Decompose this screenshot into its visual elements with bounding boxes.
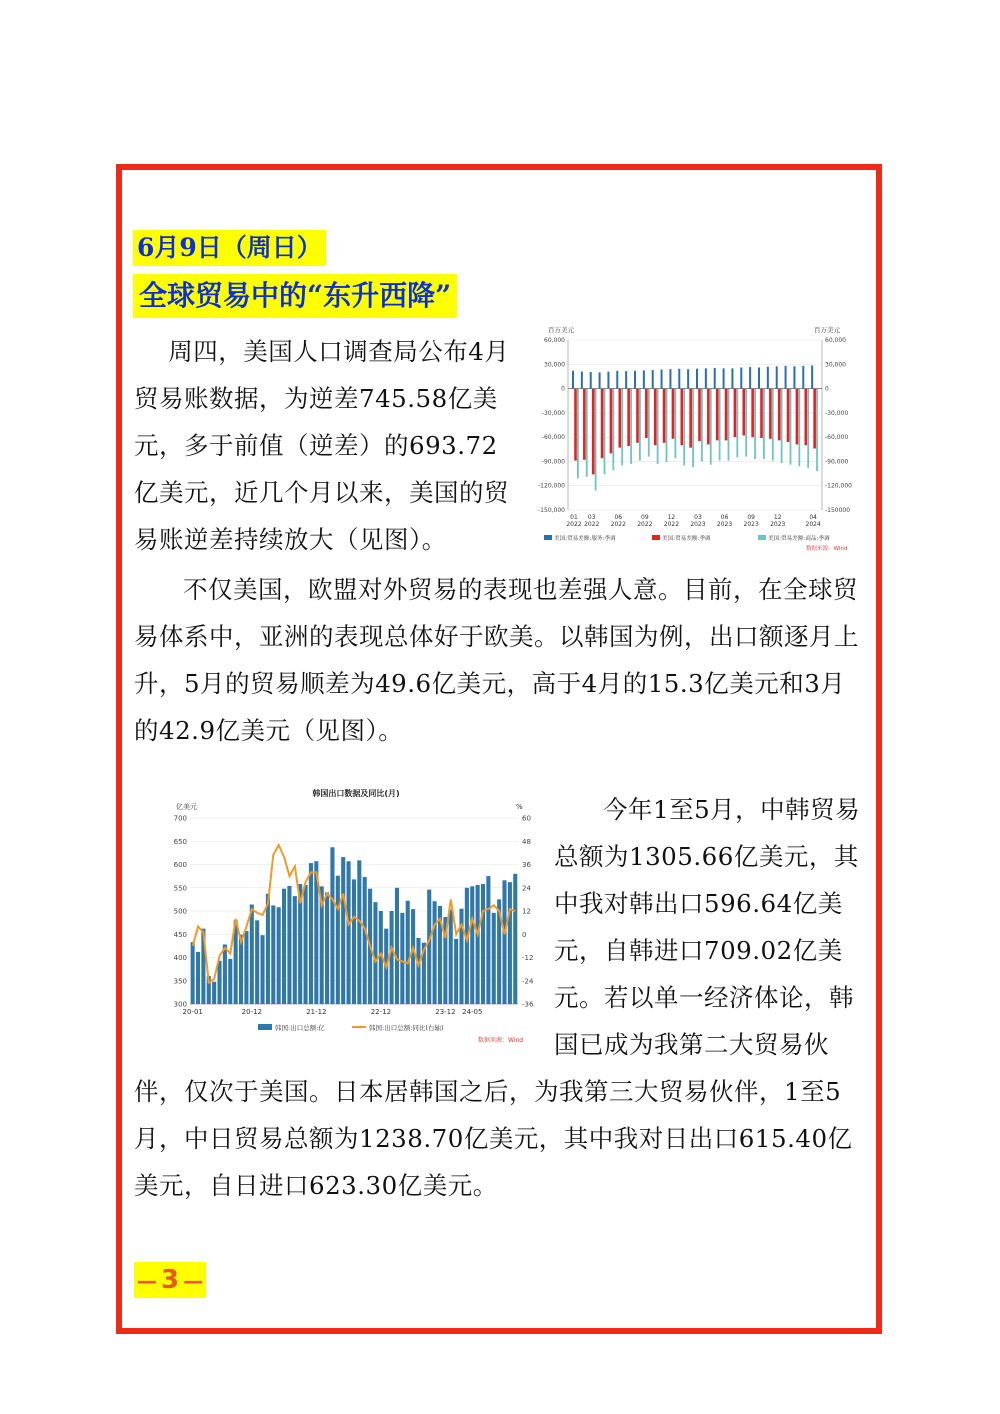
bar-goods: [683, 389, 685, 466]
bar-total: [725, 389, 728, 441]
export-bar: [449, 910, 453, 1004]
y-tick-label-right: -36: [522, 1000, 534, 1009]
bar-goods: [621, 389, 623, 466]
bar-goods: [745, 389, 747, 457]
right-axis-unit: %: [516, 803, 523, 811]
paragraph-2: 不仅美国，欧盟对外贸易的表现也差强人意。目前，在全球贸易体系中，亚洲的表现总体好于欧美。以韩国为例，出口额逐月上升，5月的贸易顺差为49.6亿美元，高于4月的15.3亿美元和3月的42.9亿美元（见图）。: [134, 575, 859, 745]
export-bar: [390, 911, 394, 1004]
x-tick-year: 2022: [584, 521, 600, 528]
export-bar: [196, 952, 200, 1004]
bar-goods: [701, 389, 703, 462]
bar-total: [627, 389, 630, 446]
bar-total: [787, 389, 790, 442]
bar-goods: [630, 389, 632, 464]
export-bar: [266, 894, 270, 1004]
x-tick-year: 2022: [566, 521, 582, 528]
y-tick-label: 300: [173, 1000, 187, 1009]
legend-label: 美国:贸易差额:服务:季调: [554, 536, 616, 542]
y-tick-label-right: -60,000: [825, 434, 849, 442]
x-tick-label: 20-01: [182, 1008, 203, 1016]
y-tick-label-right: -12: [522, 954, 534, 962]
bar-services: [802, 366, 804, 389]
export-bar: [261, 935, 265, 1004]
bar-total: [751, 389, 754, 438]
y-tick-label-right: 30,000: [825, 361, 846, 369]
bar-total: [760, 389, 763, 438]
export-bar: [373, 902, 377, 1004]
korea-exports-chart: [166, 782, 546, 1052]
bar-services: [616, 371, 618, 389]
export-bar: [433, 901, 437, 1004]
bar-goods: [798, 389, 800, 467]
bar-total: [707, 389, 710, 445]
legend-swatch: [544, 535, 552, 540]
legend-label-bar: 韩国:出口总额:亿: [275, 1024, 325, 1032]
bar-services: [669, 369, 671, 388]
legend-swatch-bar: [258, 1024, 272, 1030]
y-tick-label-right: 48: [522, 837, 531, 846]
bar-total: [680, 389, 683, 446]
bar-services: [793, 366, 795, 388]
x-tick-month: 09: [747, 514, 755, 521]
x-tick-year: 2023: [690, 521, 706, 528]
y-tick-label: 700: [173, 814, 187, 823]
x-tick-year: 2023: [743, 521, 759, 528]
x-tick-label: 21-12: [306, 1008, 327, 1016]
bar-goods: [639, 389, 641, 461]
export-bar: [212, 982, 216, 1004]
export-bar: [363, 877, 367, 1004]
export-bar: [465, 888, 469, 1004]
x-tick-year: 2023: [770, 521, 786, 528]
bar-total: [583, 389, 586, 460]
export-bar: [330, 847, 334, 1004]
bar-services: [767, 367, 769, 389]
y-tick-label: 650: [173, 837, 187, 846]
source-note: 数据来源：Wind: [478, 1037, 524, 1044]
bar-goods: [728, 389, 730, 461]
bar-goods: [586, 389, 588, 477]
x-tick-year: 2022: [610, 521, 626, 528]
y-tick-label-right: -30,000: [825, 409, 849, 417]
export-bar: [411, 909, 415, 1004]
bar-total: [769, 389, 772, 439]
article-title: 全球贸易中的“东升西降”: [133, 274, 457, 318]
right-axis-unit: 百万美元: [814, 326, 840, 334]
bar-goods: [666, 389, 668, 463]
bar-total: [734, 389, 737, 438]
x-tick-month: 06: [614, 514, 623, 521]
export-bar: [406, 901, 410, 1004]
bar-total: [618, 389, 621, 448]
source-note: 数据来源：Wind: [806, 546, 848, 552]
bar-goods: [657, 389, 659, 464]
y-tick-label-right: 12: [522, 907, 531, 916]
y-tick-label: 400: [173, 954, 187, 962]
bar-total: [778, 389, 781, 441]
bar-goods: [736, 389, 738, 458]
export-bar: [470, 886, 474, 1004]
export-bar: [486, 876, 490, 1004]
bar-services: [758, 368, 760, 389]
y-tick-label: 30,000: [544, 361, 565, 369]
x-tick-year: 2022: [663, 521, 680, 528]
x-tick-year: 2022: [637, 521, 653, 528]
page-number-value: 3: [161, 1265, 180, 1295]
y-tick-label: -120,000: [538, 482, 565, 490]
x-tick-month: 03: [587, 514, 596, 521]
export-bar: [287, 886, 291, 1004]
left-axis-unit: 亿美元: [176, 803, 197, 811]
legend-swatch: [758, 535, 766, 540]
bar-services: [607, 372, 609, 389]
left-axis-unit: 百万美元: [548, 326, 574, 334]
y-tick-label: -150,000: [538, 507, 565, 514]
export-bar: [416, 938, 420, 1004]
x-tick-month: 12: [667, 514, 676, 521]
export-bar: [427, 890, 431, 1004]
x-tick-label: 22-12: [370, 1008, 392, 1016]
x-tick-month: 06: [720, 514, 729, 521]
y-tick-label-right: 36: [522, 861, 531, 869]
export-bar: [395, 888, 399, 1004]
bar-total: [574, 389, 577, 461]
y-tick-label: 550: [173, 884, 187, 893]
bar-total: [804, 389, 807, 446]
y-tick-label-right: 0: [825, 385, 829, 393]
y-tick-label: -30,000: [541, 409, 565, 417]
export-bar: [336, 876, 340, 1004]
export-bar: [357, 860, 361, 1004]
bar-services: [687, 369, 689, 388]
x-tick-month: 01: [570, 514, 578, 521]
bar-services: [749, 367, 751, 388]
export-bar: [481, 884, 485, 1004]
bar-goods: [719, 389, 721, 461]
export-bar: [282, 889, 286, 1004]
export-bar: [191, 942, 195, 1004]
bar-goods: [612, 389, 614, 471]
y-tick-label-right: -150000: [825, 507, 851, 514]
bar-services: [652, 370, 654, 389]
x-tick-month: 03: [694, 514, 702, 521]
bar-services: [731, 368, 733, 388]
y-tick-label-right: -90,000: [825, 458, 849, 466]
export-bar: [293, 896, 297, 1004]
legend-label: 美国:贸易差额:商品:季调: [768, 536, 830, 542]
export-bar: [454, 939, 458, 1004]
y-tick-label: -60,000: [541, 434, 565, 442]
bar-goods: [674, 389, 676, 459]
export-bar: [223, 944, 227, 1004]
export-bar: [492, 913, 496, 1004]
export-bar: [277, 907, 281, 1004]
bar-total: [672, 389, 675, 439]
us-trade-balance-chart: [530, 322, 870, 552]
bar-services: [705, 368, 707, 388]
bar-total: [663, 389, 666, 443]
x-tick-label: 20-12: [241, 1008, 263, 1016]
y-tick-label: 600: [173, 861, 187, 869]
x-tick-month: 04: [809, 514, 817, 521]
bar-services: [696, 369, 698, 389]
bar-goods: [604, 389, 606, 475]
export-bar: [217, 961, 221, 1004]
bar-services: [643, 370, 645, 388]
export-bar: [513, 874, 517, 1004]
bar-services: [581, 372, 583, 389]
export-bar: [400, 913, 404, 1004]
bar-services: [625, 371, 627, 388]
chart-title: 韩国出口数据及同比(月): [312, 789, 400, 798]
bar-services: [599, 372, 601, 388]
bar-total: [796, 389, 799, 445]
legend-label-line: 韩国:出口总额:同比(右轴): [369, 1024, 444, 1032]
bar-services: [740, 368, 742, 389]
export-bar: [508, 882, 512, 1004]
export-bar: [309, 863, 313, 1004]
y-tick-label-right: 60,000: [825, 337, 846, 344]
export-bar: [347, 861, 351, 1004]
bar-goods: [816, 389, 818, 472]
legend-swatch: [652, 535, 660, 540]
y-tick-label-right: 0: [522, 930, 527, 939]
bar-services: [661, 370, 663, 389]
y-tick-label: 350: [173, 977, 187, 986]
bar-goods: [807, 389, 809, 468]
x-tick-month: 09: [641, 514, 649, 521]
x-tick-label: 23-12: [435, 1008, 456, 1016]
export-bar: [476, 885, 480, 1004]
bar-total: [716, 389, 719, 441]
bar-services: [634, 371, 636, 389]
bar-total: [698, 389, 701, 442]
bar-total: [813, 389, 816, 449]
x-tick-label: 24-05: [462, 1008, 483, 1016]
bar-total: [601, 389, 604, 459]
export-bar: [271, 905, 275, 1004]
bar-services: [723, 368, 725, 388]
page-dash-left: —: [137, 1269, 157, 1293]
y-tick-label-right: 60: [522, 814, 531, 823]
paragraph-1: 周四，美国人口调查局公布4月贸易账数据，为逆差745.58亿美元，多于前值（逆差）的693.72亿美元，近几个月以来，美国的贸易账逆差持续放大（见图）。: [134, 337, 510, 554]
bar-goods: [790, 389, 792, 465]
export-bar: [255, 920, 259, 1004]
export-bar: [244, 931, 248, 1004]
bar-total: [636, 389, 639, 443]
bar-services: [678, 369, 680, 389]
export-bar: [325, 892, 329, 1004]
legend-label: 美国:贸易差额:季调: [662, 536, 711, 542]
bar-total: [689, 389, 692, 448]
bar-total: [742, 389, 745, 436]
y-tick-label: 500: [173, 907, 187, 916]
y-tick-label: 0: [561, 385, 565, 393]
y-tick-label: 60,000: [544, 337, 565, 344]
bar-services: [776, 366, 778, 388]
bar-services: [572, 371, 574, 389]
bar-total: [645, 389, 648, 438]
x-tick-year: 2023: [716, 521, 733, 528]
bar-goods: [772, 389, 774, 461]
bar-goods: [710, 389, 712, 465]
bar-services: [714, 368, 716, 389]
bar-goods: [577, 389, 579, 479]
bar-total: [654, 389, 657, 446]
date-heading: 6月9日（周日）: [133, 230, 326, 266]
export-bar: [352, 879, 356, 1004]
bar-goods: [648, 389, 650, 457]
bar-services: [811, 366, 813, 389]
export-bar: [304, 885, 308, 1004]
bar-goods: [781, 389, 783, 463]
bar-goods: [763, 389, 765, 459]
y-tick-label-right: -120,000: [825, 482, 852, 490]
bar-goods: [754, 389, 756, 459]
bar-total: [592, 389, 595, 475]
page-number: [134, 1262, 206, 1298]
bar-services: [590, 372, 592, 389]
export-bar: [502, 880, 506, 1004]
y-tick-label: -90,000: [541, 458, 565, 466]
bar-goods: [595, 389, 597, 491]
page-dash-right: —: [183, 1269, 204, 1293]
export-bar: [250, 904, 254, 1004]
bar-goods: [692, 389, 694, 468]
bar-total: [610, 389, 613, 454]
export-bar: [341, 857, 345, 1004]
y-tick-label-right: 24: [522, 884, 531, 893]
y-tick-label-right: -24: [522, 977, 534, 986]
x-tick-year: 2024: [805, 521, 821, 528]
paragraph-3: 今年1至5月，中韩贸易总额为1305.66亿美元，其中我对韩出口596.64亿美元，自韩进口709.02亿美元。若以单一经济体论，韩国已成为我第二大贸易伙伴，仅次于美国。日本居韩国之后，为我第三大贸易伙伴，1至5月，中日贸易总额为1238.70亿美元，其中我对日出口615.40亿美元，自日进口623.30亿美元。: [134, 795, 861, 1200]
bar-services: [785, 366, 787, 389]
x-tick-month: 12: [773, 514, 782, 521]
y-tick-label: 450: [173, 930, 187, 939]
export-bar: [228, 959, 232, 1004]
